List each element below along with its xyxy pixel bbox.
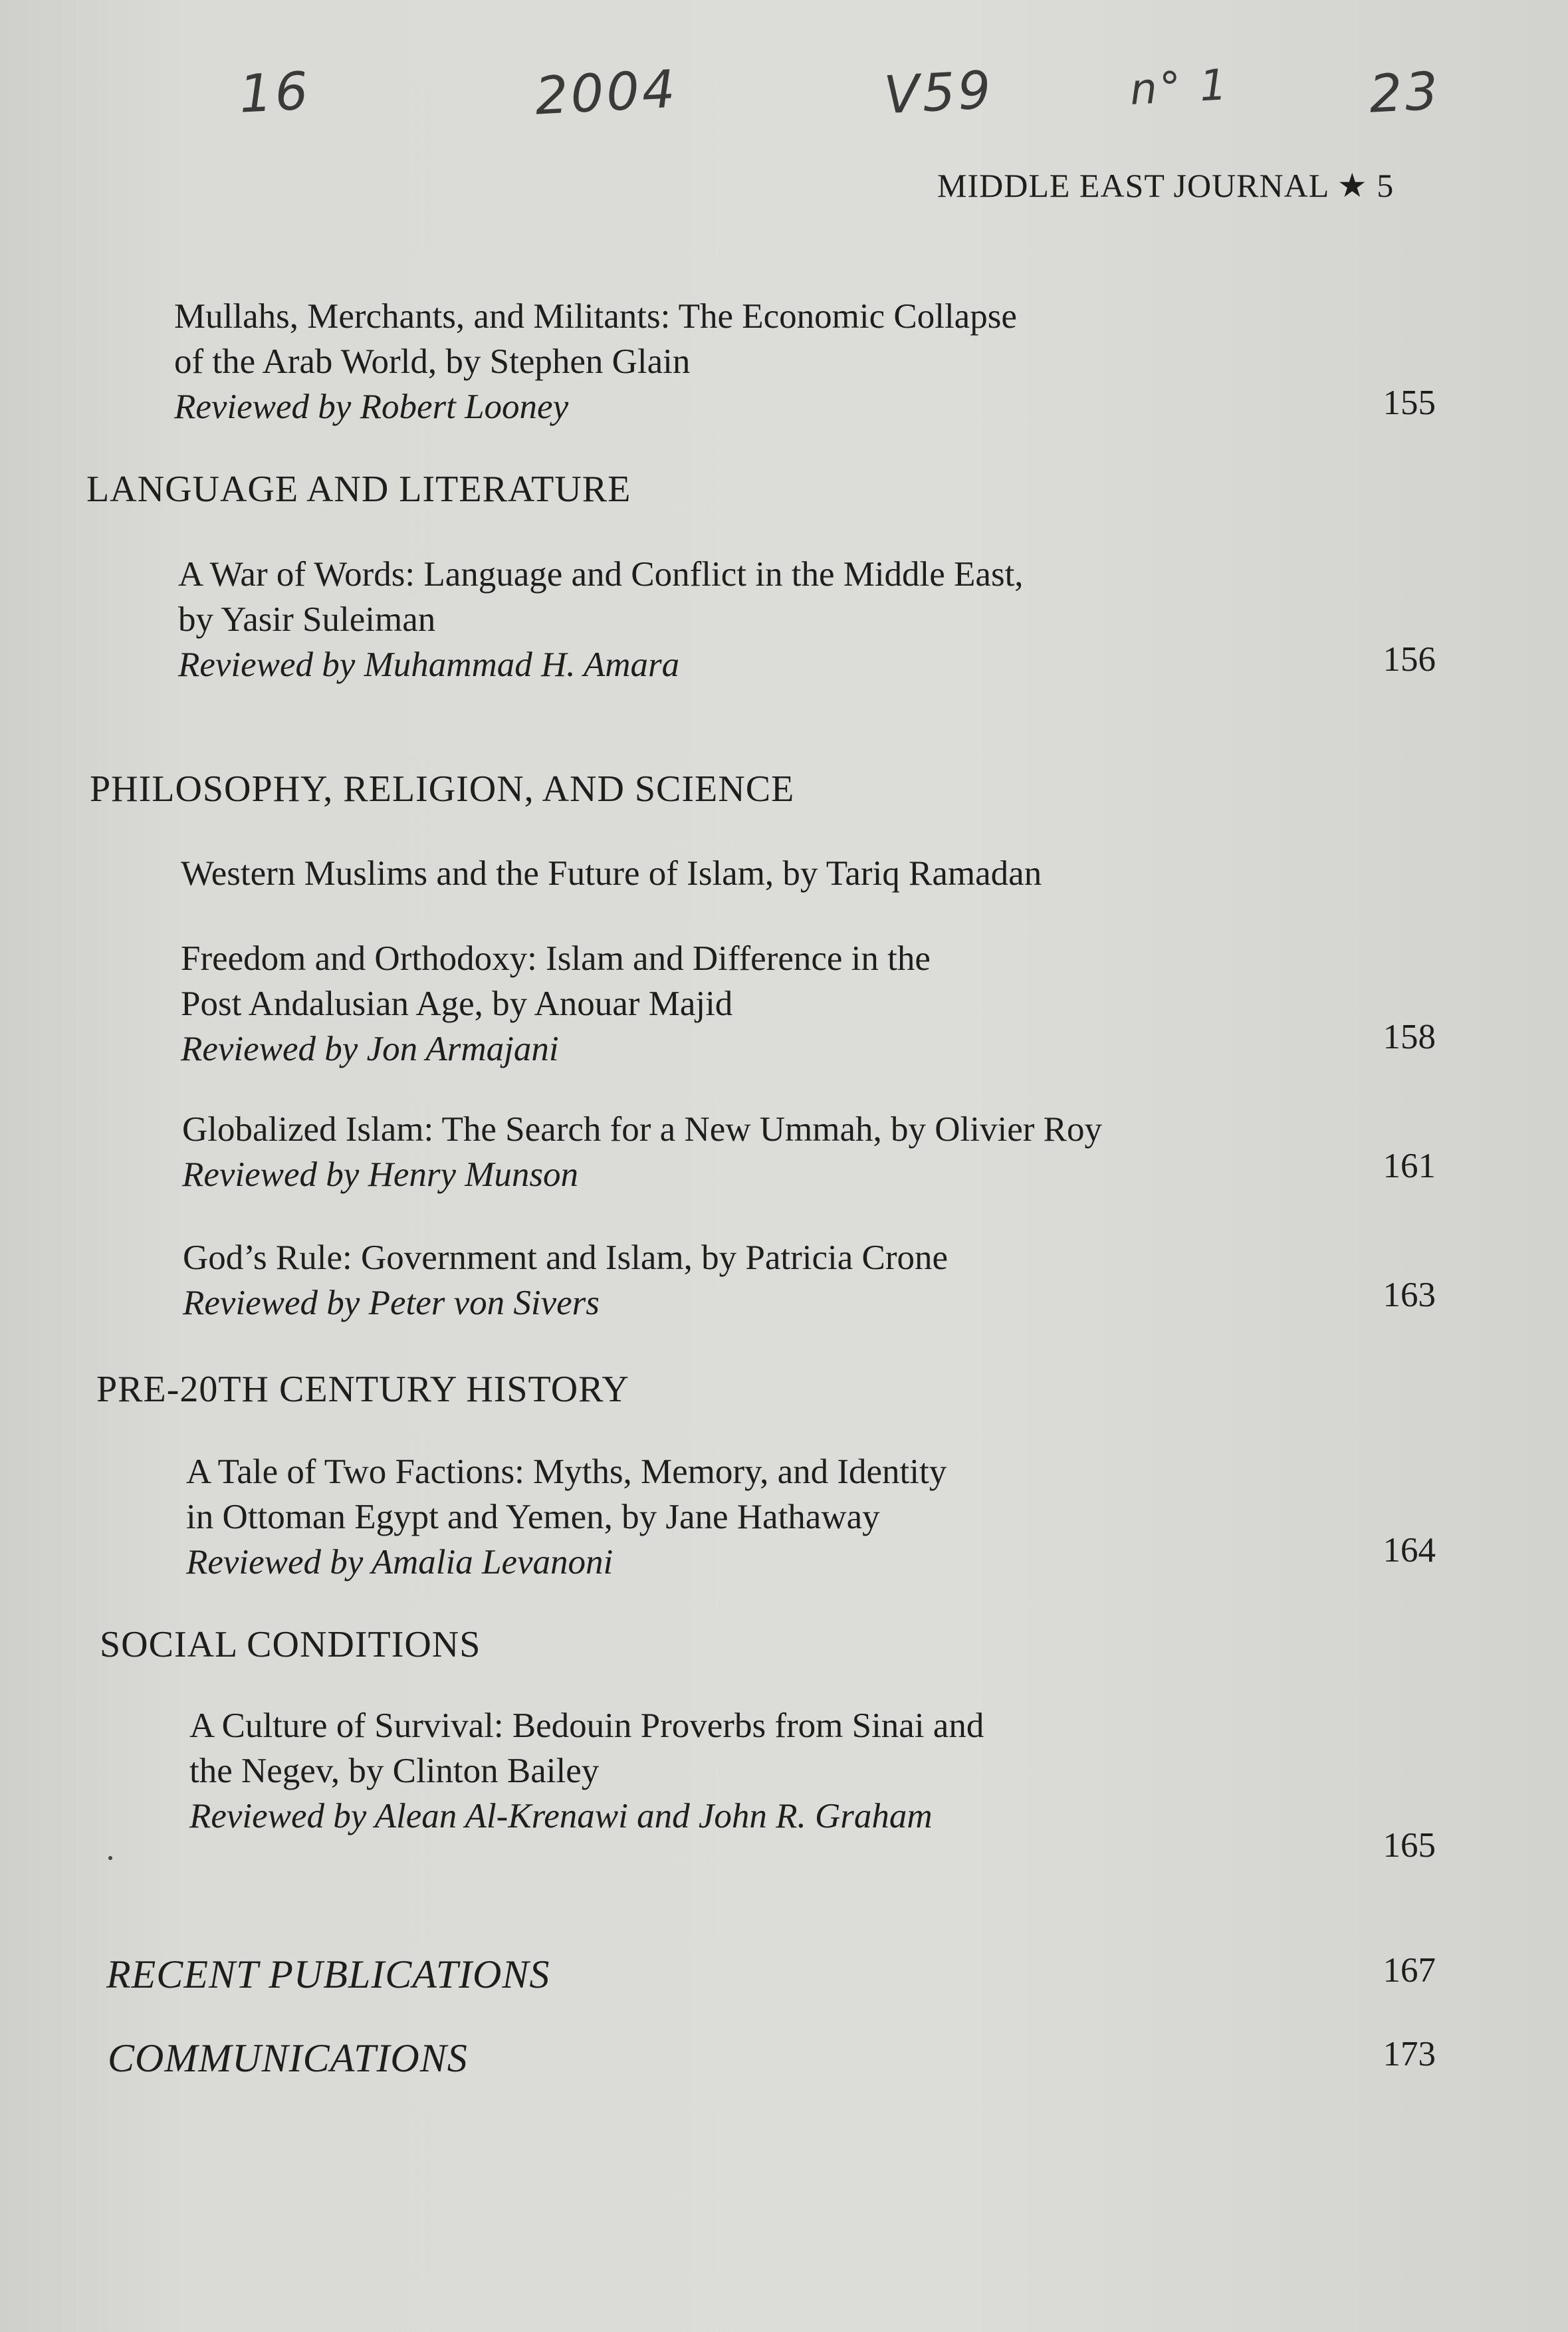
stray-ink-mark bbox=[108, 1856, 112, 1860]
handwritten-volume-note: 16 bbox=[237, 61, 312, 125]
entry-title-line: A Tale of Two Factions: Myths, Memory, and Identity bbox=[186, 1453, 947, 1491]
section-heading-recent-publications: RECENT PUBLICATIONS bbox=[106, 1952, 550, 1996]
handwritten-page-note: 23 bbox=[1367, 61, 1442, 125]
entry-title-line: the Negev, by Clinton Bailey bbox=[189, 1752, 600, 1790]
toc-entry bbox=[189, 1703, 1519, 1839]
entry-reviewer: Reviewed by Amalia Levanoni bbox=[186, 1543, 614, 1581]
entry-page-number: 163 bbox=[1383, 1276, 1436, 1314]
section-heading: LANGUAGE AND LITERATURE bbox=[86, 469, 631, 510]
entry-title-line: God’s Rule: Government and Islam, by Patricia Crone bbox=[183, 1238, 949, 1277]
entry-title-line: of the Arab World, by Stephen Glain bbox=[174, 342, 691, 381]
running-head: MIDDLE EAST JOURNAL ★ 5 bbox=[937, 167, 1395, 204]
entry-page-number: 156 bbox=[1383, 640, 1436, 679]
toc-entry bbox=[174, 294, 1504, 429]
entry-page-number: 161 bbox=[1383, 1147, 1436, 1185]
entry-title-line: A Culture of Survival: Bedouin Proverbs from Sinai and bbox=[189, 1706, 984, 1745]
entry-page-number: 165 bbox=[1383, 1826, 1436, 1865]
section-heading: PRE-20TH CENTURY HISTORY bbox=[96, 1369, 629, 1410]
entry-title-line: Globalized Islam: The Search for a New Ummah, by Olivier Roy bbox=[182, 1110, 1103, 1149]
toc-entry bbox=[186, 1449, 1515, 1585]
entry-title-line: Western Muslims and the Future of Islam, by Tariq Ramadan bbox=[181, 854, 1042, 893]
entry-reviewer: Reviewed by Peter von Sivers bbox=[183, 1284, 600, 1322]
entry-title-line: in Ottoman Egypt and Yemen, by Jane Hathaway bbox=[186, 1498, 880, 1536]
toc-entry bbox=[182, 1107, 1512, 1197]
entry-title-line: Mullahs, Merchants, and Militants: The Economic Collapse bbox=[174, 297, 1017, 336]
entry-title-line: Post Andalusian Age, by Anouar Majid bbox=[181, 985, 733, 1023]
handwritten-number-note: n° 1 bbox=[1129, 60, 1231, 115]
handwritten-series-note: V59 bbox=[882, 60, 995, 126]
handwritten-year-note: 2004 bbox=[533, 59, 679, 127]
toc-entry bbox=[181, 851, 1510, 896]
toc-entry bbox=[178, 552, 1508, 687]
communications-page-number: 173 bbox=[1383, 2035, 1436, 2073]
entry-reviewer: Reviewed by Muhammad H. Amara bbox=[178, 645, 680, 684]
entry-reviewer: Reviewed by Alean Al-Krenawi and John R. Graham bbox=[189, 1797, 933, 1835]
section-heading: SOCIAL CONDITIONS bbox=[100, 1624, 481, 1665]
toc-entry bbox=[181, 936, 1510, 1072]
entry-reviewer: Reviewed by Henry Munson bbox=[182, 1155, 579, 1194]
entry-page-number: 158 bbox=[1383, 1018, 1436, 1056]
entry-page-number: 155 bbox=[1383, 384, 1436, 422]
recent-publications-page-number: 167 bbox=[1383, 1951, 1436, 1990]
entry-title-line: Freedom and Orthodoxy: Islam and Difference in the bbox=[181, 939, 931, 978]
entry-title-line: by Yasir Suleiman bbox=[178, 600, 436, 639]
section-heading: PHILOSOPHY, RELIGION, AND SCIENCE bbox=[90, 768, 795, 810]
entry-page-number: 164 bbox=[1383, 1531, 1436, 1570]
entry-reviewer: Reviewed by Robert Looney bbox=[174, 388, 569, 426]
entry-title-line: A War of Words: Language and Conflict in the Middle East, bbox=[178, 555, 1024, 594]
toc-entry bbox=[183, 1235, 1512, 1326]
section-heading-communications: COMMUNICATIONS bbox=[108, 2036, 468, 2080]
entry-reviewer: Reviewed by Jon Armajani bbox=[181, 1030, 559, 1068]
